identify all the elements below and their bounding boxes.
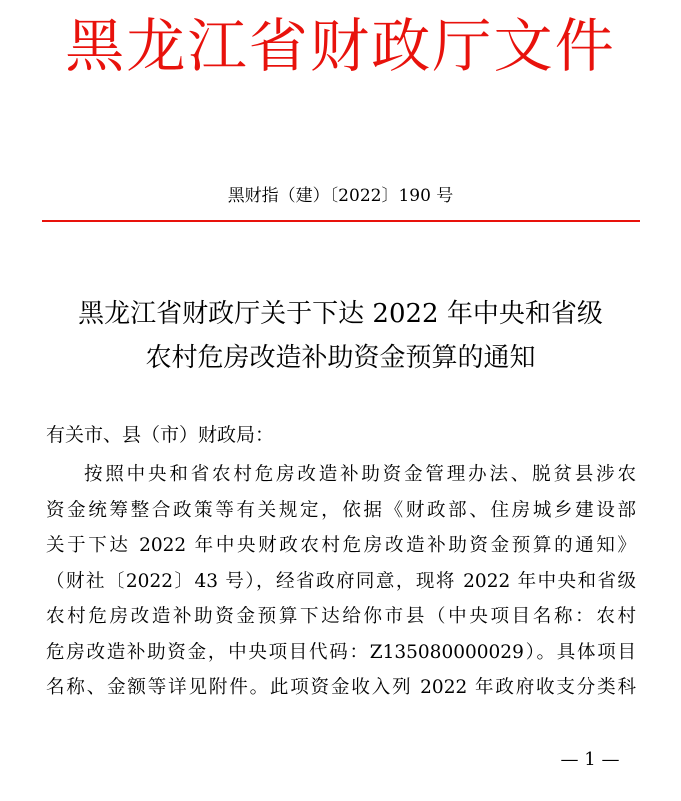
- body-line: 关于下达 2022 年中央财政农村危房改造补助资金预算的通知》: [46, 535, 636, 556]
- body-line: 名称、金额等详见附件。此项资金收入列 2022 年政府收支分类科: [46, 677, 636, 698]
- body-line: （财社〔2022〕43 号），经省政府同意，现将 2022 年中央和省级: [46, 570, 636, 592]
- body-text: [46, 457, 636, 706]
- document-number: 黑财指（建）〔2022〕190 号: [227, 186, 454, 206]
- body-line: 资金统筹整合政策等有关规定，依据《财政部、住房城乡建设部: [46, 499, 636, 521]
- body-line: 按照中央和省农村危房改造补助资金管理办法、脱贫县涉农: [84, 464, 636, 485]
- title-line: 黑龙江省财政厅关于下达 2022 年中央和省级: [78, 299, 603, 329]
- salutation: 有关市、县（市）财政局：: [46, 424, 275, 446]
- page-number: — 1 —: [560, 749, 620, 770]
- title-line: 农村危房改造补助资金预算的通知: [145, 343, 536, 373]
- body-line: 危房改造补助资金，中央项目代码：Z135080000029）。具体项目: [46, 641, 636, 663]
- document-masthead: 黑龙江省财政厅文件: [65, 12, 616, 80]
- document-title: [0, 292, 681, 380]
- red-divider-line: [42, 220, 640, 222]
- body-line: 农村危房改造补助资金预算下达给你市县（中央项目名称：农村: [46, 606, 636, 627]
